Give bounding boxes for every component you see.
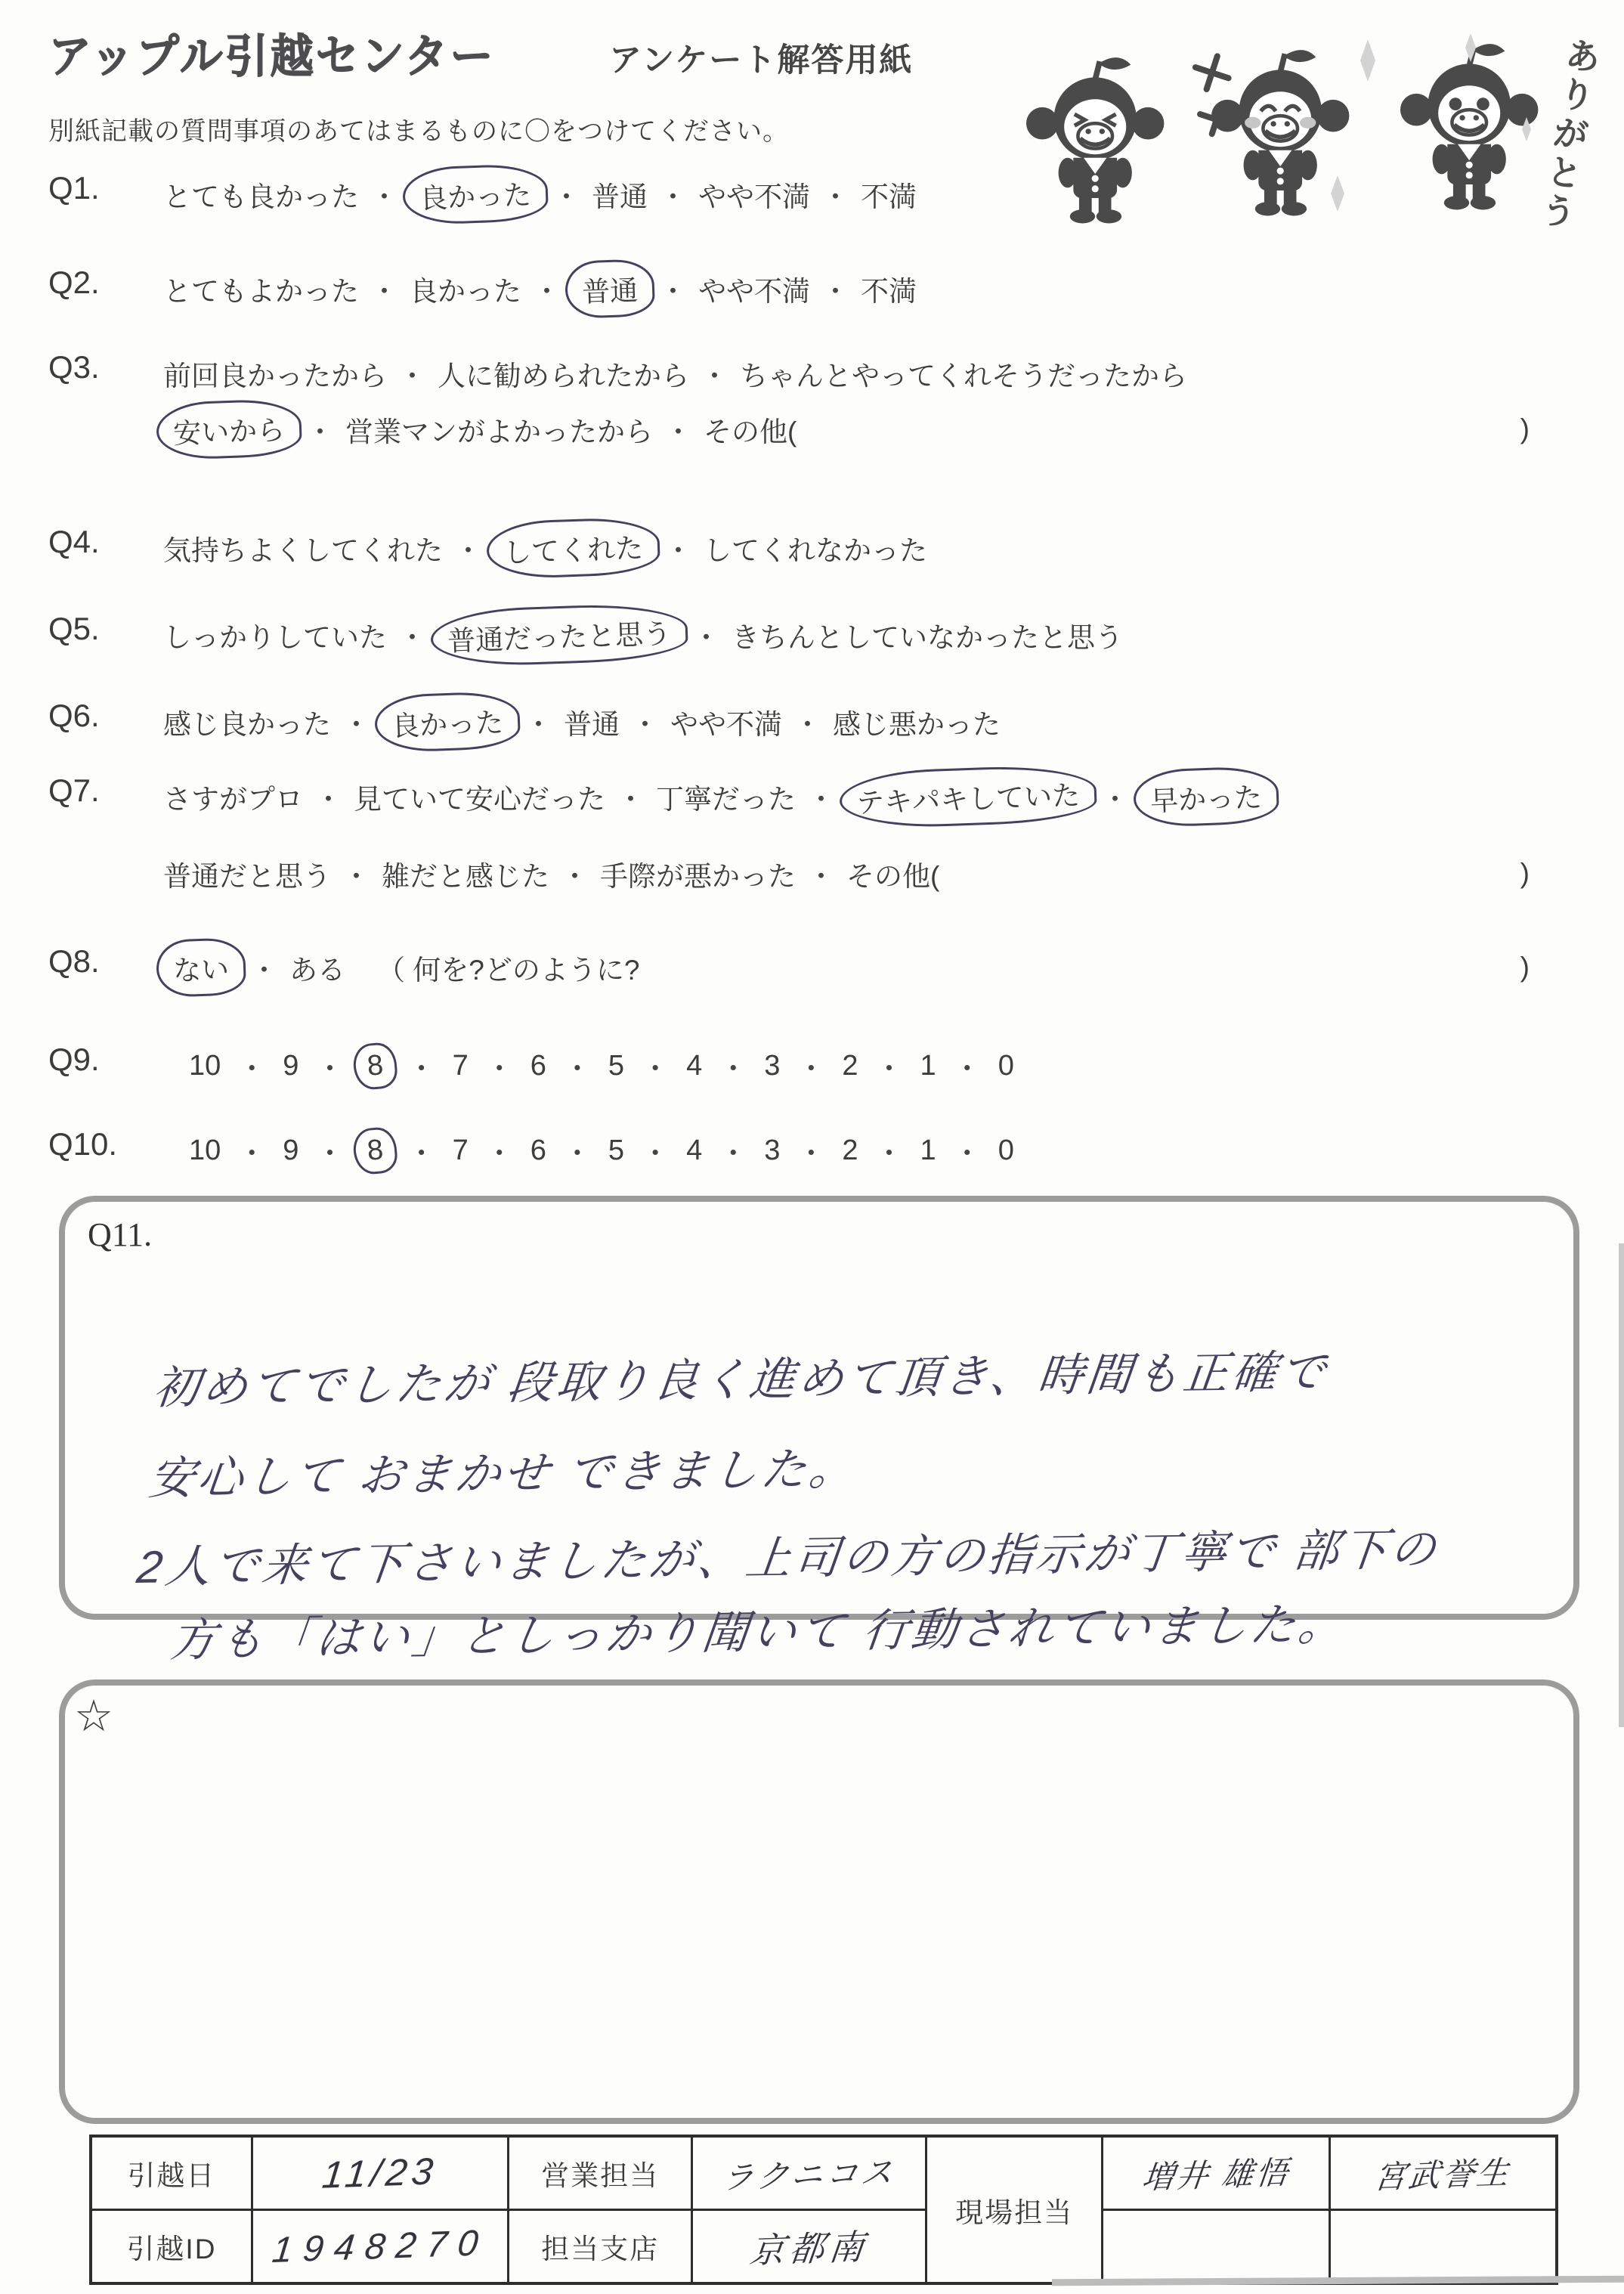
option-label: さすがプロ xyxy=(163,784,303,815)
question-number: Q2. xyxy=(48,265,100,300)
question-row xyxy=(48,698,1571,746)
option-label: とても良かった xyxy=(163,181,359,212)
question-lines xyxy=(163,698,1571,746)
question-lines xyxy=(163,1126,1571,1175)
question-number: Q7. xyxy=(48,772,100,808)
separator-dot: ・ xyxy=(952,1053,982,1085)
separator-dot: ・ xyxy=(524,709,552,740)
option-circled: 良かった xyxy=(402,163,549,226)
table-row xyxy=(91,2210,1557,2284)
option-label: 気持ちよくしてくれた xyxy=(163,535,443,566)
crew-name-empty-1 xyxy=(1103,2210,1330,2284)
option-label: その他( xyxy=(846,861,940,892)
option-label: 手際が悪かった xyxy=(600,861,796,892)
separator-dot: ・ xyxy=(237,1138,267,1170)
branch-label: 担当支店 xyxy=(509,2210,692,2284)
question-number: Q5. xyxy=(48,611,100,646)
separator-dot: ・ xyxy=(342,861,370,892)
question-row xyxy=(48,1042,1571,1090)
separator-dot: ・ xyxy=(562,1138,592,1170)
separator-dot: ・ xyxy=(561,861,589,892)
separator-dot: ・ xyxy=(398,361,426,392)
question-row xyxy=(48,943,1571,992)
option-circled: してくれた xyxy=(486,516,661,580)
option-label: 感じ悪かった xyxy=(833,709,1001,740)
separator-dot: ・ xyxy=(562,1053,592,1085)
handwritten-comment-line: 方も「はい」としっかり聞いて 行動されていました。 xyxy=(167,1599,1350,1666)
separator-dot: ・ xyxy=(719,1138,748,1170)
separator-dot: ・ xyxy=(719,1053,748,1085)
thank-you-vertical-text: ありがとう xyxy=(1533,34,1604,235)
option-label: 10 xyxy=(189,1134,221,1166)
question-lines xyxy=(163,265,1571,313)
option-label: とてもよかった xyxy=(163,276,359,307)
option-label: 不満 xyxy=(861,181,917,212)
scan-artifact-edge xyxy=(1619,1243,1624,1727)
separator-dot: ・ xyxy=(342,709,370,740)
separator-dot: ・ xyxy=(701,361,728,392)
move-id-value: 1948270 xyxy=(252,2210,509,2284)
crew-name-empty-2 xyxy=(1329,2210,1557,2284)
separator-dot: ・ xyxy=(641,1138,670,1170)
option-label: ちゃんとやってくれそうだったから xyxy=(740,361,1187,392)
option-label: 2 xyxy=(842,1049,858,1082)
separator-dot: ・ xyxy=(484,1053,514,1085)
option-label: 2 xyxy=(842,1134,858,1166)
form-title: アンケート解答用紙 xyxy=(609,42,914,79)
separator-dot: ・ xyxy=(370,276,398,307)
option-label: 前回良かったから xyxy=(163,361,387,392)
move-id-label: 引越ID xyxy=(91,2210,252,2284)
separator-dot: ・ xyxy=(398,622,426,653)
question-line xyxy=(163,611,1571,659)
question-lines xyxy=(163,349,1571,454)
option-label: 3 xyxy=(764,1134,781,1166)
question-line xyxy=(163,405,1571,454)
option-label: 見ていて安心だった xyxy=(354,784,605,815)
separator-dot: ・ xyxy=(874,1138,904,1170)
sparkle-plus-icon xyxy=(1177,51,1251,139)
separator-dot: ・ xyxy=(664,416,692,447)
option-label: 6 xyxy=(530,1134,546,1166)
separator-dot: ・ xyxy=(237,1053,267,1085)
question-number: Q6. xyxy=(48,698,100,733)
option-circled: 早かった xyxy=(1133,766,1280,828)
table-row xyxy=(91,2136,1557,2210)
separator-dot: ・ xyxy=(797,1053,826,1085)
option-label: 0 xyxy=(998,1049,1014,1082)
other-close-paren: ) xyxy=(1520,952,1530,983)
question-line xyxy=(163,943,1571,992)
sales-rep-value: ラクニコス xyxy=(691,2136,926,2210)
move-date-label: 引越日 xyxy=(91,2136,252,2210)
option-circled: 普通 xyxy=(565,259,656,319)
separator-dot: ・ xyxy=(641,1053,670,1085)
question-lines xyxy=(163,772,1571,898)
separator-dot: ・ xyxy=(807,861,835,892)
separator-dot: ・ xyxy=(797,1138,826,1170)
option-label: 0 xyxy=(998,1134,1014,1166)
option-label: （ 何を?どのように? xyxy=(377,955,640,986)
option-circled: 8 xyxy=(352,1041,399,1091)
option-label: 7 xyxy=(452,1134,469,1166)
option-label: 1 xyxy=(920,1134,936,1166)
question-row xyxy=(48,170,1571,218)
option-label: 丁寧だった xyxy=(656,784,796,815)
option-label: 人に勧められたから xyxy=(438,361,689,392)
option-label: きちんとしていなかったと思う xyxy=(732,622,1123,653)
separator-dot: ・ xyxy=(692,622,720,653)
option-label: 感じ良かった xyxy=(163,709,331,740)
separator-dot: ・ xyxy=(407,1053,436,1085)
q11-label: Q11. xyxy=(88,1216,153,1253)
option-label: 不満 xyxy=(861,276,917,307)
question-row xyxy=(48,1126,1571,1175)
option-circled: テキパキしていた xyxy=(839,763,1097,830)
question-line xyxy=(163,170,1571,218)
question-lines xyxy=(163,1042,1571,1090)
option-circled: 良かった xyxy=(374,691,521,754)
q11-comment-box xyxy=(59,1196,1579,1666)
option-label: 雑だと感じた xyxy=(382,861,549,892)
question-row xyxy=(48,611,1571,659)
question-line xyxy=(163,349,1571,398)
option-label: しっかりしていた xyxy=(163,622,387,653)
option-circled: 8 xyxy=(352,1125,399,1175)
question-number: Q1. xyxy=(48,170,100,206)
option-label: 普通 xyxy=(592,181,648,212)
separator-dot: ・ xyxy=(793,709,821,740)
question-line xyxy=(163,1042,1571,1090)
question-lines xyxy=(163,611,1571,659)
option-circled: 普通だったと思う xyxy=(430,602,688,668)
option-label: 6 xyxy=(530,1049,546,1082)
option-label: その他( xyxy=(704,416,797,447)
separator-dot: ・ xyxy=(370,181,398,212)
branch-value: 京都南 xyxy=(691,2210,926,2284)
separator-dot: ・ xyxy=(952,1138,982,1170)
star-mark: ☆ xyxy=(74,1692,113,1741)
option-label: 9 xyxy=(283,1134,299,1166)
option-label: 普通だと思う xyxy=(163,861,331,892)
option-label: やや不満 xyxy=(698,276,810,307)
question-lines xyxy=(163,170,1571,218)
option-label: やや不満 xyxy=(670,709,782,740)
option-label: 7 xyxy=(452,1049,469,1082)
separator-dot: ・ xyxy=(821,181,849,212)
separator-dot: ・ xyxy=(874,1053,904,1085)
question-row xyxy=(48,265,1571,313)
separator-dot: ・ xyxy=(533,276,561,307)
separator-dot: ・ xyxy=(807,784,835,815)
question-row xyxy=(48,524,1571,572)
separator-dot: ・ xyxy=(454,535,482,566)
question-line xyxy=(163,524,1571,572)
site-crew-label: 現場担当 xyxy=(926,2136,1103,2283)
separator-dot: ・ xyxy=(315,1053,345,1085)
question-number: Q4. xyxy=(48,524,100,559)
separator-dot: ・ xyxy=(306,416,334,447)
separator-dot: ・ xyxy=(659,276,687,307)
handwritten-comment-line: 初めてでしたが 段取り良く進めて頂き、時間も正確で xyxy=(150,1346,1332,1413)
option-label: 4 xyxy=(686,1134,703,1166)
question-line xyxy=(163,698,1571,746)
separator-dot: ・ xyxy=(1101,784,1129,815)
company-logo-text: アップル引越センター xyxy=(48,30,496,82)
separator-dot: ・ xyxy=(664,535,692,566)
separator-dot: ・ xyxy=(315,1138,345,1170)
separator-dot: ・ xyxy=(631,709,659,740)
question-lines xyxy=(163,524,1571,572)
free-comment-box xyxy=(59,1679,1579,2124)
crew-name-1: 増井 雄悟 xyxy=(1103,2136,1330,2210)
crew-name-2: 宮武誉生 xyxy=(1329,2136,1557,2210)
separator-dot: ・ xyxy=(552,181,580,212)
other-close-paren: ) xyxy=(1520,413,1530,444)
option-label: 営業マンがよかったから xyxy=(345,416,653,447)
separator-dot: ・ xyxy=(407,1138,436,1170)
separator-dot: ・ xyxy=(484,1138,514,1170)
option-label: 1 xyxy=(920,1049,936,1082)
question-number: Q8. xyxy=(48,943,100,979)
option-label: 3 xyxy=(764,1049,781,1082)
question-number: Q10. xyxy=(48,1126,118,1162)
footer-table xyxy=(89,2135,1558,2285)
move-date-value: 11/23 xyxy=(252,2136,509,2210)
question-number: Q3. xyxy=(48,349,100,385)
separator-dot: ・ xyxy=(250,955,278,986)
option-label: 5 xyxy=(608,1134,625,1166)
separator-dot: ・ xyxy=(314,784,342,815)
option-label: してくれなかった xyxy=(704,535,927,566)
handwritten-comment-line: 2人で来て下さいましたが、上司の方の指示が丁寧で 部下の xyxy=(134,1523,1442,1593)
separator-dot: ・ xyxy=(821,276,849,307)
question-lines xyxy=(163,943,1571,992)
question-number: Q9. xyxy=(48,1042,100,1077)
option-circled: 安いから xyxy=(156,398,303,461)
option-label: 4 xyxy=(686,1049,703,1082)
question-line xyxy=(163,265,1571,313)
handwritten-comment-line: 安心して おまかせ できました。 xyxy=(146,1443,861,1504)
question-row xyxy=(48,349,1571,454)
option-label: 5 xyxy=(608,1049,625,1082)
option-label: 10 xyxy=(189,1049,221,1082)
sales-rep-label: 営業担当 xyxy=(509,2136,692,2210)
option-label: ある xyxy=(289,955,345,986)
option-label: 良かった xyxy=(410,276,521,307)
question-line xyxy=(163,772,1571,821)
other-close-paren: ) xyxy=(1520,858,1530,889)
separator-dot: ・ xyxy=(617,784,645,815)
instruction-text: 別紙記載の質問事項のあてはまるものに〇をつけてください。 xyxy=(48,117,789,146)
question-row xyxy=(48,772,1571,898)
option-circled: ない xyxy=(156,937,247,998)
question-line xyxy=(163,1126,1571,1175)
question-line xyxy=(163,850,1571,898)
option-label: 9 xyxy=(283,1049,299,1082)
option-label: 普通 xyxy=(564,709,620,740)
option-label: やや不満 xyxy=(698,181,810,212)
separator-dot: ・ xyxy=(659,181,687,212)
